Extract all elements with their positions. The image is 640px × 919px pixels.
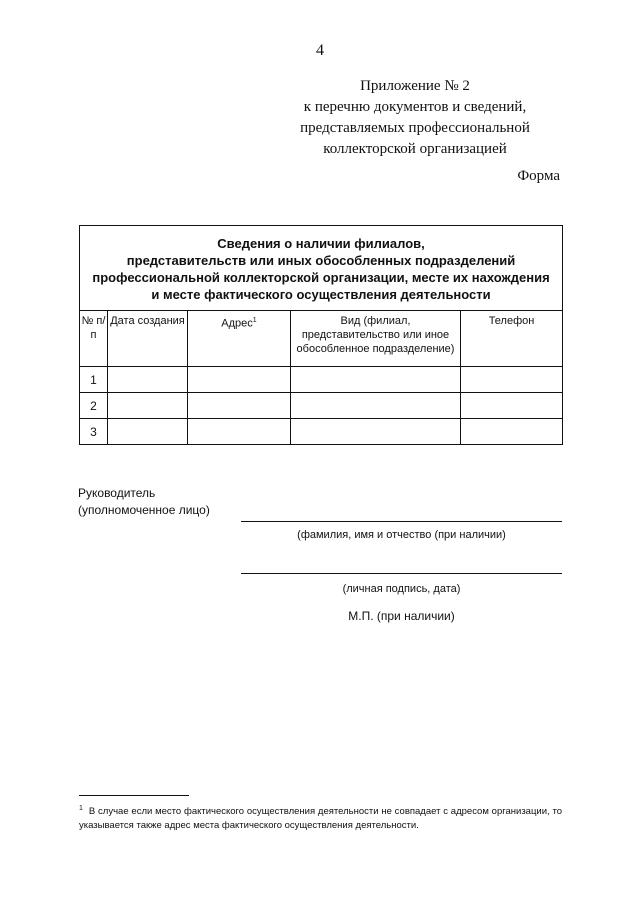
cell-date <box>108 393 188 419</box>
table-row <box>80 393 563 419</box>
table-title <box>80 226 563 311</box>
cell-date <box>108 419 188 445</box>
cell-address <box>188 393 291 419</box>
column-header-date: Дата создания <box>108 311 188 367</box>
table-header-row <box>80 311 563 367</box>
manager-label <box>78 485 210 519</box>
column-header-number: № п/п <box>80 311 108 367</box>
cell-address <box>188 419 291 445</box>
name-line <box>241 521 562 522</box>
cell-phone <box>461 393 563 419</box>
table-row <box>80 367 563 393</box>
cell-address <box>188 367 291 393</box>
cell-type <box>291 367 461 393</box>
table-title-line: профессиональной коллекторской организации, месте их нахождения <box>92 270 550 285</box>
footnote-mark: 1 <box>252 317 257 324</box>
row-number: 3 <box>80 419 108 445</box>
row-number: 1 <box>80 367 108 393</box>
footnote-text: В случае если место фактического осуществления деятельности не совпадает с адресом организации, то указывается также адрес места фактического осуществления деятельности. <box>79 806 562 832</box>
table-title-line: представительств или иных обособленных подразделений <box>126 253 516 268</box>
column-header-type: Вид (филиал, представительство или иное обособленное подразделение) <box>291 311 461 367</box>
cell-type <box>291 419 461 445</box>
appendix-line: представляемых профессиональной <box>300 120 530 136</box>
signature-line <box>241 573 562 574</box>
stamp-label: М.П. (при наличии) <box>348 609 455 623</box>
footnote-divider <box>79 795 189 796</box>
row-number: 2 <box>80 393 108 419</box>
appendix-line: коллекторской организацией <box>323 141 507 157</box>
page-number: 4 <box>316 42 324 59</box>
cell-date <box>108 367 188 393</box>
manager-subtitle: (уполномоченное лицо) <box>78 503 210 517</box>
name-caption: (фамилия, имя и отчество (при наличии) <box>297 529 506 541</box>
footnote <box>79 802 562 833</box>
appendix-line: Приложение № 2 <box>360 78 470 94</box>
footnote-mark: 1 <box>79 805 83 812</box>
appendix-header <box>270 76 560 160</box>
table-row <box>80 419 563 445</box>
cell-phone <box>461 419 563 445</box>
manager-title: Руководитель <box>78 486 156 500</box>
appendix-line: к перечню документов и сведений, <box>303 99 527 115</box>
branches-table <box>79 225 562 445</box>
column-header-address <box>188 311 291 367</box>
table-title-line: и месте фактического осуществления деятельности <box>151 287 491 302</box>
column-header-phone: Телефон <box>461 311 563 367</box>
cell-phone <box>461 367 563 393</box>
form-label: Форма <box>517 168 560 184</box>
table-title-line: Сведения о наличии филиалов, <box>217 236 425 251</box>
cell-type <box>291 393 461 419</box>
signature-caption: (личная подпись, дата) <box>342 583 461 595</box>
column-header-address-label: Адрес <box>221 317 253 330</box>
